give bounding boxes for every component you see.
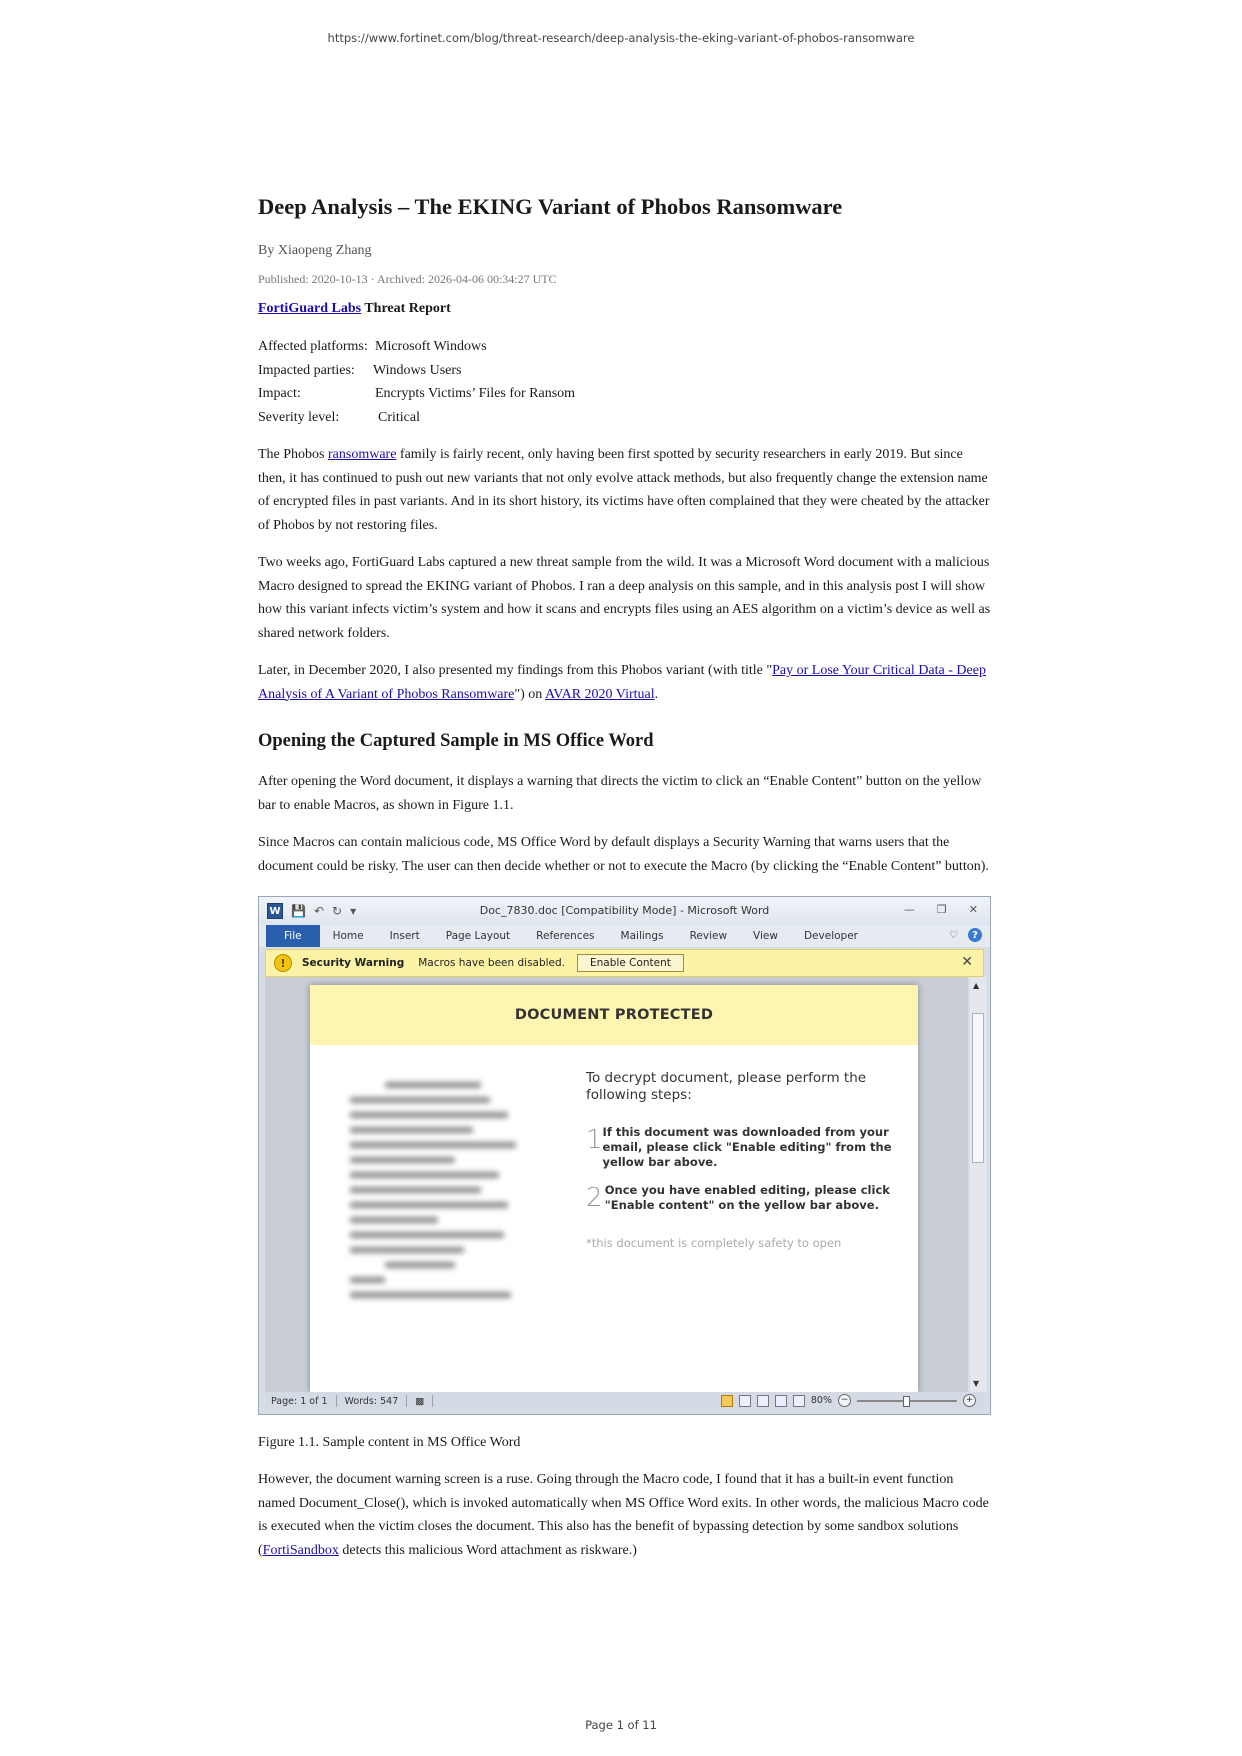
paragraph-intro: The Phobos ransomware family is fairly recent, only having been first spotted by security researchers in early 2019. But since then, it has continued to push out new variants that not only evolve attack methods, but also frequently change the extension name of encrypted files in past variants. And in its short history, its victims have often complained that they were cheated by the attacker of Phobos by not restoring files.	[258, 447, 990, 533]
zoom-out-icon[interactable]: −	[838, 1394, 851, 1407]
status-page-count[interactable]: Page: 1 of 1	[271, 1395, 328, 1407]
article-title: Deep Analysis – The EKING Variant of Phobos Ransomware	[258, 194, 843, 219]
tab-view[interactable]: View	[753, 930, 778, 942]
vertical-scrollbar[interactable]	[970, 977, 986, 1392]
web-layout-icon[interactable]	[757, 1395, 769, 1407]
status-right-controls	[721, 1394, 976, 1407]
paragraph-sample: Two weeks ago, FortiGuard Labs captured a new threat sample from the wild. It was a Microsoft Word document with a malicious Macro designed to spread the EKING variant of Phobos. I ran a deep analysis on this sample, and in this analysis post I will show how this variant infects victim’s system and how it scans and encrypts files using an AES algorithm on a victim’s device as well as shared network folders.	[258, 555, 991, 641]
paragraph-warning: After opening the Word document, it displays a warning that directs the victim to click an “Enable Content” button on the yellow bar to enable Macros, as shown in Figure 1.1.	[258, 774, 982, 813]
article-byline: By Xiaopeng Zhang	[258, 243, 372, 258]
tab-references[interactable]: References	[536, 930, 595, 942]
tab-home[interactable]: Home	[332, 930, 364, 942]
security-warning-title: Security Warning	[302, 957, 405, 969]
spec-row-parties: Impacted parties: Windows Users	[258, 362, 462, 378]
help-icon[interactable]: ?	[968, 928, 982, 942]
paragraph-macros: Since Macros can contain malicious code, MS Office Word by default displays a Security Warning that warns users that the document could be risky. The user can then decide whether or not to execute the Macro (by clicking the “Enable Content” button).	[258, 835, 989, 874]
page-url-header: https://www.fortinet.com/blog/threat-research/deep-analysis-the-eking-variant-of-phobos-ransomware	[327, 31, 915, 45]
word-title-bar	[259, 897, 990, 925]
spec-row-impact: Impact: Encrypts Victims’ Files for Ransom	[258, 386, 576, 401]
spec-row-severity: Severity level: Critical	[258, 409, 420, 425]
redo-icon[interactable]: ↻	[332, 904, 343, 918]
paragraph-avar: Later, in December 2020, I also presented my findings from this Phobos variant (with title "Pay or Lose Your Critical Data - Deep Analysis of A Variant of Phobos Ransomware") on AVAR 2020 Virtual.	[258, 663, 986, 702]
step-1	[586, 1124, 916, 1170]
warning-icon: !	[274, 954, 292, 972]
section-heading: Opening the Captured Sample in MS Office Word	[258, 731, 654, 751]
minimize-icon[interactable]: —	[903, 903, 915, 916]
zoom-in-icon[interactable]: +	[963, 1394, 976, 1407]
tab-mailings[interactable]: Mailings	[620, 930, 664, 942]
window-controls	[904, 903, 978, 916]
spec-row-platforms: Affected platforms: Microsoft Windows	[258, 339, 487, 354]
document-area	[265, 977, 968, 1392]
draft-icon[interactable]	[793, 1395, 805, 1407]
ribbon-collapse-icon[interactable]: ♡	[949, 929, 958, 941]
avar-talk-link[interactable]: Pay or Lose Your Critical Data - Deep Analysis of A Variant of Phobos Ransomware	[258, 663, 986, 702]
threat-specs	[258, 335, 991, 429]
figure-caption: Figure 1.1. Sample content in MS Office Word	[258, 1435, 521, 1450]
proofing-icon[interactable]: ▩	[415, 1395, 425, 1407]
report-line	[258, 301, 991, 317]
report-suffix: Threat Report	[361, 301, 451, 316]
zoom-level[interactable]: 80%	[810, 1395, 832, 1406]
document-page	[310, 985, 918, 1392]
close-window-icon[interactable]: ✕	[968, 903, 978, 916]
ransomware-link[interactable]: ransomware	[328, 447, 397, 462]
document-protected-banner: DOCUMENT PROTECTED	[310, 985, 918, 1045]
scroll-up-icon[interactable]: ▲	[973, 981, 980, 990]
status-word-count[interactable]: Words: 547	[344, 1395, 399, 1407]
word-window-title: Doc_7830.doc [Compatibility Mode] - Microsoft Word	[479, 904, 770, 917]
full-screen-reading-icon[interactable]	[739, 1395, 751, 1407]
avar-2020-link[interactable]: AVAR 2020 Virtual	[545, 686, 655, 702]
fortisandbox-link[interactable]: FortiSandbox	[262, 1542, 339, 1558]
security-warning-bar	[265, 949, 984, 977]
restore-icon[interactable]: ❐	[936, 903, 947, 916]
step-number: 1	[586, 1125, 603, 1155]
ribbon-tabs	[259, 925, 990, 947]
word-status-bar	[265, 1392, 984, 1410]
security-warning-message: Macros have been disabled.	[418, 957, 566, 969]
word-window-figure	[258, 896, 991, 1415]
step-text: Once you have enabled editing, please click "Enable content" on the yellow bar above.	[604, 1183, 890, 1212]
zoom-slider[interactable]	[857, 1400, 957, 1402]
page-number-footer: Page 1 of 11	[585, 1718, 657, 1732]
undo-icon[interactable]: ↶	[313, 904, 325, 918]
fortiguard-labs-link[interactable]: FortiGuard Labs	[258, 301, 362, 316]
zoom-slider-knob[interactable]	[903, 1396, 910, 1407]
tab-page-layout[interactable]: Page Layout	[445, 930, 511, 942]
tab-developer[interactable]: Developer	[803, 930, 858, 942]
scrollbar-thumb[interactable]	[972, 1013, 984, 1163]
tab-review[interactable]: Review	[689, 930, 728, 942]
word-logo-icon: W	[267, 903, 283, 919]
enable-content-button[interactable]: Enable Content	[577, 954, 684, 972]
save-icon[interactable]: 💾	[291, 904, 306, 918]
decrypt-steps	[586, 1070, 916, 1250]
steps-title: To decrypt document, please perform the following steps:	[586, 1070, 867, 1103]
ribbon-right-controls	[949, 928, 982, 942]
outline-icon[interactable]	[775, 1395, 787, 1407]
scroll-down-icon[interactable]: ▼	[973, 1379, 980, 1388]
customize-qat-icon[interactable]: ▾	[350, 904, 357, 918]
paragraph-document-close: However, the document warning screen is a ruse. Going through the Macro code, I found that it has a built-in event function named Document_Close(), which is invoked automatically when MS Office Word exits. In other words, the malicious Macro code is executed when the victim closes the document. This also has the benefit of bypassing detection by some sandbox solutions (FortiSandbox detects this malicious Word attachment as riskware.)	[258, 1472, 989, 1558]
tab-file[interactable]: File	[266, 925, 320, 947]
article	[258, 188, 991, 1576]
step-2	[586, 1182, 916, 1214]
step-number: 2	[586, 1183, 603, 1213]
tab-insert[interactable]: Insert	[389, 930, 420, 942]
step-text: If this document was downloaded from your email, please click "Enable editing" from the yellow bar above.	[602, 1125, 892, 1169]
blurred-document-image	[350, 1073, 525, 1323]
close-warning-icon[interactable]: ✕	[961, 954, 973, 970]
article-meta: Published: 2020-10-13 · Archived: 2026-04-06 00:34:27 UTC	[258, 272, 557, 286]
safety-note: *this document is completely safety to open	[586, 1236, 842, 1250]
print-layout-icon[interactable]	[721, 1395, 733, 1407]
